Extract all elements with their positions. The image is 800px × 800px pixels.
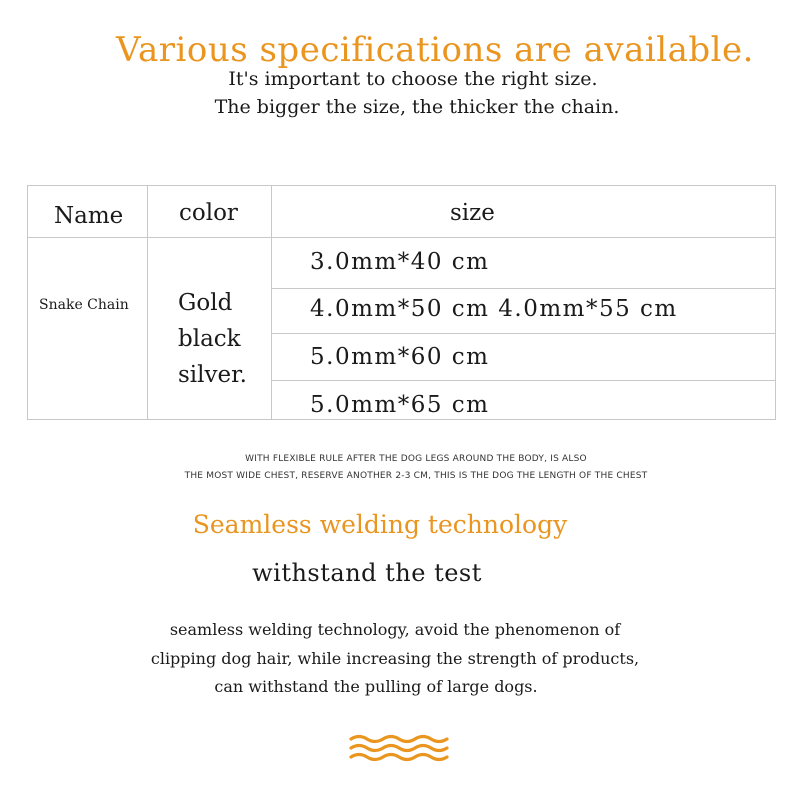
size-option: 4.0mm*50 cm 4.0mm*55 cm bbox=[310, 296, 678, 322]
header-color: color bbox=[179, 200, 238, 226]
feature-body-line-3: can withstand the pulling of large dogs. bbox=[214, 677, 538, 696]
table-divider bbox=[271, 186, 272, 419]
feature-title: Seamless welding technology bbox=[192, 510, 568, 539]
wave-icon bbox=[348, 733, 450, 763]
page-title: Various specifications are available. bbox=[116, 30, 754, 70]
subtitle-line-2: The bigger the size, the thicker the chain. bbox=[214, 96, 620, 118]
color-option: Gold bbox=[178, 290, 233, 316]
table-divider bbox=[271, 333, 775, 334]
measure-note-line-2: THE MOST WIDE CHEST, RESERVE ANOTHER 2-3 CM, THIS IS THE DOG THE LENGTH OF THE CHEST bbox=[184, 471, 648, 481]
product-name: Snake Chain bbox=[39, 297, 129, 313]
table-divider bbox=[147, 186, 148, 419]
subtitle-line-1: It's important to choose the right size. bbox=[228, 68, 598, 90]
size-option: 5.0mm*65 cm bbox=[310, 392, 490, 418]
color-option: black bbox=[178, 326, 241, 352]
size-option: 3.0mm*40 cm bbox=[310, 249, 490, 275]
spec-table bbox=[27, 185, 776, 420]
measure-note-line-1: WITH FLEXIBLE RULE AFTER THE DOG LEGS AROUND THE BODY, IS ALSO bbox=[245, 454, 587, 464]
feature-subtitle: withstand the test bbox=[252, 559, 482, 587]
table-divider bbox=[271, 288, 775, 289]
table-divider bbox=[271, 380, 775, 381]
color-option: silver. bbox=[178, 362, 247, 388]
size-option: 5.0mm*60 cm bbox=[310, 344, 490, 370]
feature-body-line-2: clipping dog hair, while increasing the strength of products, bbox=[150, 649, 640, 668]
header-name: Name bbox=[54, 203, 124, 229]
header-size: size bbox=[450, 200, 495, 226]
table-divider bbox=[28, 237, 775, 238]
feature-body-line-1: seamless welding technology, avoid the phenomenon of bbox=[169, 620, 621, 639]
